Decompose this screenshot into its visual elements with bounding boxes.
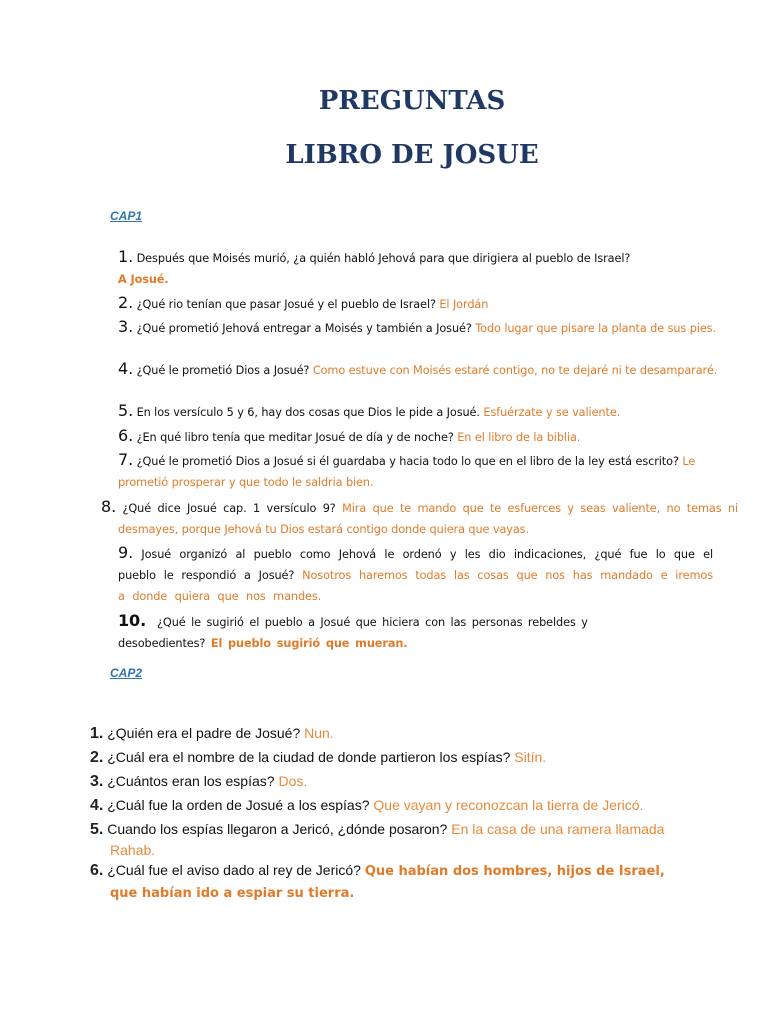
title-line-1: PREGUNTAS <box>318 86 506 116</box>
answer: Esfuérzate y se valiente. <box>483 406 621 419</box>
question: ¿En qué libro tenía que meditar Josué de día y de noche? <box>136 431 454 444</box>
answer: Sitín. <box>514 749 547 765</box>
cap1-item-6 <box>118 425 742 448</box>
question: ¿Qué dice Josué cap. 1 versículo 9? <box>122 502 336 515</box>
item-number: 6. <box>90 862 104 879</box>
question: ¿Cuál fue la orden de Josué a los espías? <box>107 797 370 813</box>
answer: En la casa de una ramera llamada Rahab. <box>110 821 665 858</box>
answer: A Josué. <box>118 273 169 286</box>
cap1-item-5 <box>118 400 742 423</box>
cap2-item-2 <box>90 747 730 768</box>
item-number: 9. <box>118 543 134 562</box>
cap2-item-5 <box>90 819 690 860</box>
answer: Que vayan y reconozcan la tierra de Jericó. <box>373 797 644 813</box>
cap1-item-7 <box>118 449 718 493</box>
item-number: 5. <box>118 401 134 420</box>
cap1-heading: CAP1 <box>110 209 143 223</box>
item-number: 6. <box>118 426 134 445</box>
question: ¿Quién era el padre de Josué? <box>107 725 301 741</box>
item-number: 2. <box>118 293 134 312</box>
cap2-item-4 <box>90 795 730 816</box>
cap1-item-3 <box>118 316 740 339</box>
item-number: 8. <box>101 497 117 516</box>
question: Cuando los espías llegaron a Jericó, ¿dónde posaron? <box>107 821 448 837</box>
item-number: 2. <box>90 749 104 766</box>
answer: Que habían dos hombres, hijos de Israel, que habían ido a espiar su tierra. <box>110 864 665 901</box>
item-number: 7. <box>118 450 134 469</box>
cap2-item-3 <box>90 771 730 792</box>
question: ¿Cuántos eran los espías? <box>107 773 275 789</box>
answer: El Jordán <box>439 298 489 311</box>
answer: En el libro de la biblia. <box>457 431 581 444</box>
question: Josué organizó al pueblo como Jehová le ordenó y les dio indicaciones, ¿qué fue lo que el pueblo le respondió a Josué? <box>118 548 713 582</box>
item-number: 1. <box>118 247 134 266</box>
item-number: 3. <box>90 773 104 790</box>
cap1-item-4 <box>118 358 740 381</box>
cap1-item-1 <box>118 246 718 290</box>
cap1-item-8 <box>101 496 738 540</box>
question: ¿Qué rio tenían que pasar Josué y el pueblo de Israel? <box>136 298 436 311</box>
item-number: 4. <box>90 797 104 814</box>
cap2-heading: CAP2 <box>110 666 143 680</box>
question: Después que Moisés murió, ¿a quién habló Jehová para que dirigiera al pueblo de Israel? <box>136 252 631 265</box>
question: ¿Cuál era el nombre de la ciudad de donde partieron los espías? <box>107 749 511 765</box>
answer: Nun. <box>304 725 334 741</box>
item-number: 5. <box>90 821 104 838</box>
question: ¿Cuál fue el aviso dado al rey de Jericó? <box>107 862 361 878</box>
item-number: 3. <box>118 317 134 336</box>
cap1-item-9 <box>118 542 713 607</box>
cap1-item-10 <box>118 610 678 654</box>
answer: El pueblo sugirió que mueran. <box>210 637 408 650</box>
answer: Mira que te mando que te esfuerces y seas valiente, no temas ni desmayes, porque Jehová tu Dios estará contigo donde quiera que vayas. <box>118 502 738 536</box>
item-number: 1. <box>90 725 104 742</box>
cap2-item-1 <box>90 723 730 744</box>
question: ¿Qué le prometió Dios a Josué si él guardaba y hacia todo lo que en el libro de la ley está escrito? <box>136 455 679 468</box>
cap1-item-2 <box>118 292 742 315</box>
item-number: 10. <box>118 611 147 630</box>
question: ¿Qué le sugirió el pueblo a Josué que hiciera con las personas rebeldes y desobedientes? <box>118 616 588 650</box>
question: ¿Qué le prometió Dios a Josué? <box>136 364 310 377</box>
question: En los versículo 5 y 6, hay dos cosas que Dios le pide a Josué. <box>136 406 480 419</box>
answer: Dos. <box>278 773 308 789</box>
answer: Le prometió prosperar y que todo le saldria bien. <box>118 455 696 489</box>
answer: Como estuve con Moisés estaré contigo, no te dejaré ni te desampararé. <box>312 364 718 377</box>
item-number: 4. <box>118 359 134 378</box>
answer: Todo lugar que pisare la planta de sus pies. <box>475 322 716 335</box>
answer: Nosotros haremos todas las cosas que nos has mandado e iremos a donde quiera que nos mandes. <box>118 569 713 603</box>
question: ¿Qué prometió Jehová entregar a Moisés y también a Josué? <box>136 322 472 335</box>
title-line-2: LIBRO DE JOSUE <box>285 140 539 170</box>
cap2-item-6 <box>90 860 670 904</box>
